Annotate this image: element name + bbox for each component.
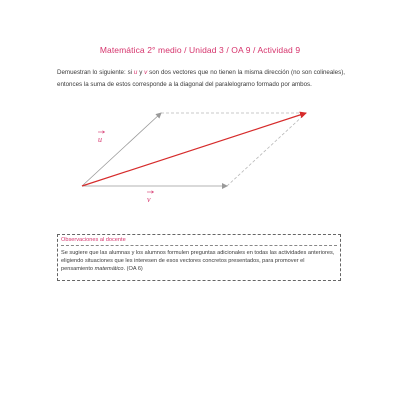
teacher-observations-box — [57, 234, 341, 281]
observations-end: . (OA 6) — [123, 266, 143, 272]
vector-u-symbol: u — [133, 69, 138, 76]
dashed-side-right — [227, 113, 306, 186]
page-title: Matemática 2° medio / Unidad 3 / OA 9 / Actividad 9 — [99, 45, 301, 55]
vector-u-arrow — [82, 113, 161, 186]
parallelogram-diagram — [60, 106, 350, 216]
vector-v-label — [147, 191, 154, 204]
activity-statement — [57, 67, 345, 91]
parallelogram-figure — [60, 106, 350, 216]
observations-italic: matemático — [94, 266, 124, 272]
svg-text:u: u — [98, 135, 102, 144]
observations-title: Observaciones al docente — [61, 237, 337, 246]
observations-body — [61, 249, 337, 273]
statement-text-2: son dos vectores que no tienen la misma dirección (no son colineales), entonces la suma de estos corresponde a la diagonal del paralelogramo formado por ambos. — [57, 69, 345, 88]
svg-text:v: v — [147, 195, 151, 204]
statement-text-1: Demuestran lo siguiente: si — [57, 69, 134, 76]
vector-v-symbol: v — [144, 69, 148, 76]
vector-u-label — [98, 131, 105, 144]
observations-text: Se sugiere que las alumnas y los alumnos formulen preguntas adicionales en todas las actividades anteriores, eligiendo situaciones que les interesen de esos vectores concretos presentados, para promover el pensamiento — [61, 250, 335, 272]
sum-vector-arrow — [82, 113, 306, 186]
statement-and: y — [137, 69, 145, 76]
